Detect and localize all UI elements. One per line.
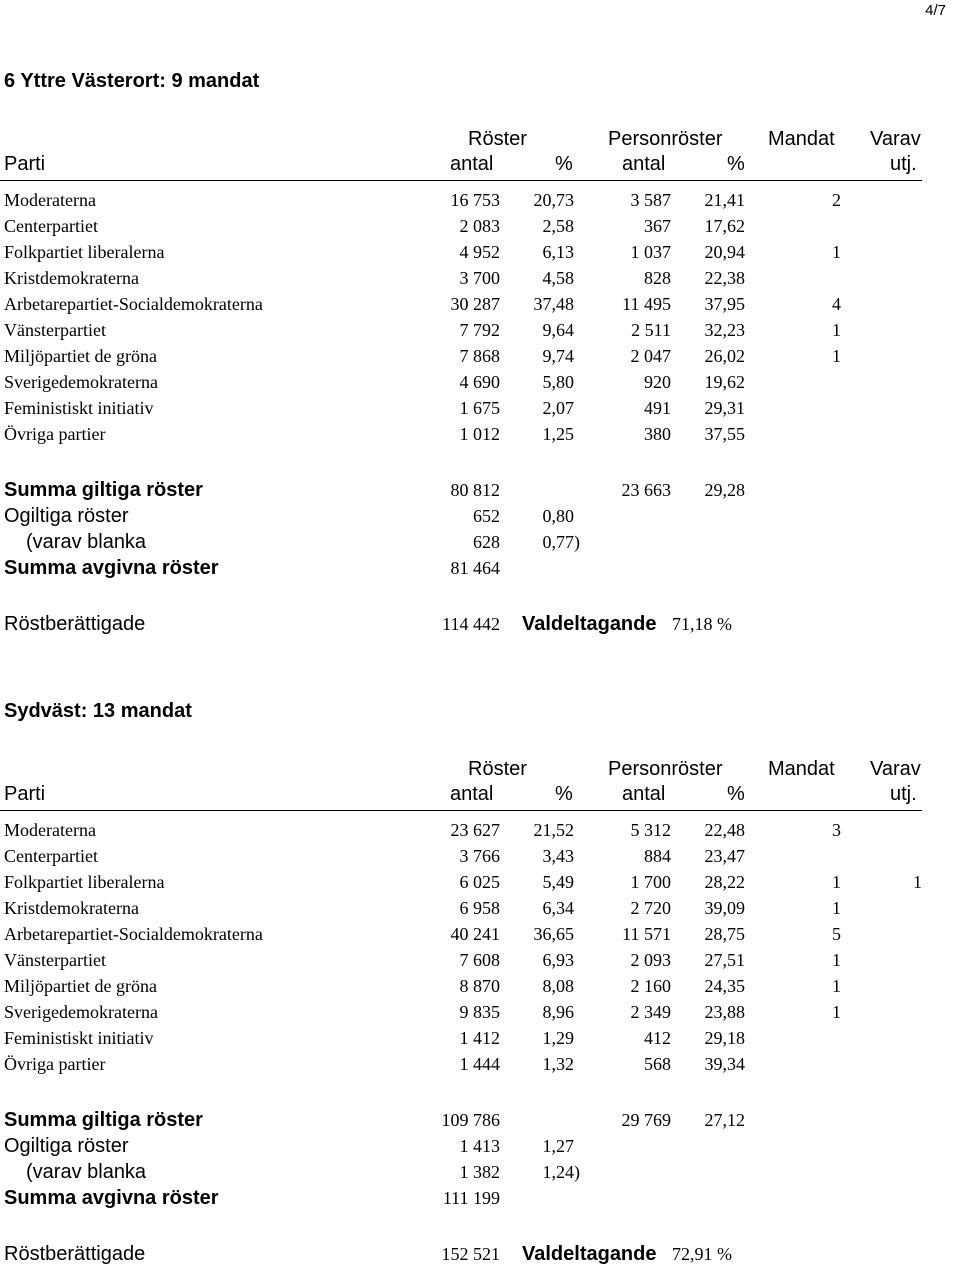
party-name: Moderaterna: [4, 820, 96, 840]
summary-valid-votes-label: Summa giltiga röster: [4, 1109, 203, 1131]
seats: 1: [832, 950, 841, 970]
eligible-voters-row: [0, 1241, 960, 1267]
summary-blank-votes-label: (varav blanka: [26, 531, 147, 553]
personal-votes-percent: 23,47: [704, 846, 745, 866]
summary-blank-votes-count: 628: [473, 532, 500, 552]
summary-blank-votes-row: [0, 529, 960, 555]
personal-votes-percent: 24,35: [704, 976, 745, 996]
personal-votes-count: 2 047: [630, 346, 671, 366]
votes-percent: 5,49: [542, 872, 574, 892]
personal-votes-percent: 23,88: [704, 1002, 745, 1022]
table-row: [0, 921, 960, 947]
header-mandat: Mandat: [768, 128, 835, 150]
votes-percent: 21,52: [533, 820, 574, 840]
personal-votes-percent: 20,94: [704, 242, 745, 262]
table-row: [0, 187, 960, 213]
personal-votes-percent: 39,34: [704, 1054, 745, 1074]
personal-votes-percent: 37,95: [704, 294, 745, 314]
table-row: [0, 265, 960, 291]
summary-valid-votes-label: Summa giltiga röster: [4, 479, 203, 501]
summary-blank-votes-percent: 0,77): [542, 532, 580, 552]
votes-count: 1 675: [459, 398, 500, 418]
table-row: [0, 817, 960, 843]
party-name: Miljöpartiet de gröna: [4, 976, 157, 996]
votes-count: 1 444: [459, 1054, 500, 1074]
header-parti: Parti: [4, 153, 46, 175]
header-varav: Varav: [870, 758, 921, 780]
personal-votes-percent: 22,38: [704, 268, 745, 288]
personal-votes-percent: 26,02: [704, 346, 745, 366]
party-name: Vänsterpartiet: [4, 320, 106, 340]
party-name: Sverigedemokraterna: [4, 372, 158, 392]
party-name: Övriga partier: [4, 424, 106, 444]
table-row: [0, 291, 960, 317]
personal-votes-percent: 39,09: [704, 898, 745, 918]
header-rule: [0, 180, 922, 181]
personal-votes-count: 828: [644, 268, 671, 288]
turnout-value: 71,18 %: [672, 614, 732, 634]
votes-count: 9 835: [459, 1002, 500, 1022]
eligible-voters-row: [0, 611, 960, 637]
party-name: Folkpartiet liberalerna: [4, 242, 165, 262]
personal-votes-count: 884: [644, 846, 671, 866]
votes-count: 7 792: [459, 320, 500, 340]
table-row: [0, 317, 960, 343]
votes-percent: 37,48: [533, 294, 574, 314]
personal-votes-percent: 28,22: [704, 872, 745, 892]
votes-percent: 4,58: [542, 268, 574, 288]
header-utj: utj.: [890, 783, 917, 805]
header-roster: Röster: [468, 758, 527, 780]
votes-count: 6 958: [459, 898, 500, 918]
header-roster: Röster: [468, 128, 527, 150]
summary-blank-votes-percent: 1,24): [542, 1162, 580, 1182]
seats: 1: [832, 1002, 841, 1022]
party-name: Folkpartiet liberalerna: [4, 872, 165, 892]
personal-votes-percent: 28,75: [704, 924, 745, 944]
votes-percent: 1,29: [542, 1028, 574, 1048]
party-name: Miljöpartiet de gröna: [4, 346, 157, 366]
personal-votes-count: 568: [644, 1054, 671, 1074]
votes-count: 1 412: [459, 1028, 500, 1048]
header-personroster: Personröster: [608, 128, 723, 150]
summary-cast-votes-label: Summa avgivna röster: [4, 1187, 219, 1209]
personal-votes-count: 920: [644, 372, 671, 392]
summary-personal-votes-count: 29 769: [621, 1110, 671, 1130]
summary-personal-votes-count: 23 663: [621, 480, 671, 500]
votes-percent: 2,58: [542, 216, 574, 236]
summary-cast-votes-row: [0, 555, 960, 581]
personal-votes-count: 380: [644, 424, 671, 444]
header-antal: antal: [450, 153, 494, 175]
party-name: Kristdemokraterna: [4, 268, 139, 288]
eligible-voters-count: 114 442: [442, 614, 500, 634]
votes-percent: 36,65: [533, 924, 574, 944]
votes-count: 4 690: [459, 372, 500, 392]
header-pantal: antal: [622, 153, 666, 175]
table-row: [0, 895, 960, 921]
summary-cast-votes-count: 111 199: [442, 1188, 500, 1208]
party-name: Centerpartiet: [4, 216, 98, 236]
table-row: [0, 973, 960, 999]
votes-count: 6 025: [459, 872, 500, 892]
personal-votes-count: 2 093: [630, 950, 671, 970]
seats: 1: [832, 872, 841, 892]
eligible-voters-label: Röstberättigade: [4, 1243, 146, 1265]
table-row: [0, 395, 960, 421]
personal-votes-count: 491: [644, 398, 671, 418]
table-row: [0, 1051, 960, 1077]
votes-count: 7 868: [459, 346, 500, 366]
personal-votes-percent: 22,48: [704, 820, 745, 840]
summary-cast-votes-count: 81 464: [450, 558, 500, 578]
personal-votes-percent: 19,62: [704, 372, 745, 392]
turnout-label: Valdeltagande: [522, 1243, 657, 1265]
votes-count: 1 012: [459, 424, 500, 444]
personal-votes-count: 5 312: [630, 820, 671, 840]
summary-valid-votes-count: 80 812: [450, 480, 500, 500]
header-parti: Parti: [4, 783, 46, 805]
table-row: [0, 947, 960, 973]
personal-votes-count: 3 587: [630, 190, 671, 210]
votes-count: 23 627: [450, 820, 500, 840]
votes-count: 8 870: [459, 976, 500, 996]
summary-invalid-votes-row: [0, 1133, 960, 1159]
header-antal: antal: [450, 783, 494, 805]
votes-percent: 20,73: [533, 190, 574, 210]
personal-votes-percent: 21,41: [704, 190, 745, 210]
personal-votes-count: 2 349: [630, 1002, 671, 1022]
summary-valid-votes-row: [0, 1107, 960, 1133]
summary-personal-votes-percent: 29,28: [704, 480, 745, 500]
summary-blank-votes-row: [0, 1159, 960, 1185]
personal-votes-percent: 27,51: [704, 950, 745, 970]
personal-votes-count: 1 700: [630, 872, 671, 892]
eligible-voters-label: Röstberättigade: [4, 613, 146, 635]
summary-invalid-votes-label: Ogiltiga röster: [4, 505, 129, 527]
votes-percent: 8,08: [542, 976, 574, 996]
table-row: [0, 843, 960, 869]
votes-count: 4 952: [459, 242, 500, 262]
header-personroster: Personröster: [608, 758, 723, 780]
votes-percent: 6,34: [542, 898, 574, 918]
personal-votes-count: 11 495: [622, 294, 671, 314]
votes-count: 30 287: [450, 294, 500, 314]
header-pantal: antal: [622, 783, 666, 805]
table-row: [0, 213, 960, 239]
summary-invalid-votes-label: Ogiltiga röster: [4, 1135, 129, 1157]
votes-percent: 5,80: [542, 372, 574, 392]
turnout-value: 72,91 %: [672, 1244, 732, 1264]
personal-votes-count: 1 037: [630, 242, 671, 262]
summary-blank-votes-label: (varav blanka: [26, 1161, 147, 1183]
summary-cast-votes-row: [0, 1185, 960, 1211]
votes-percent: 6,93: [542, 950, 574, 970]
header-rule: [0, 810, 922, 811]
seats: 2: [832, 190, 841, 210]
seats: 3: [832, 820, 841, 840]
summary-cast-votes-label: Summa avgivna röster: [4, 557, 219, 579]
header-ppct: %: [727, 153, 745, 175]
seats: 1: [832, 898, 841, 918]
votes-count: 7 608: [459, 950, 500, 970]
votes-count: 2 083: [459, 216, 500, 236]
votes-percent: 6,13: [542, 242, 574, 262]
personal-votes-count: 412: [644, 1028, 671, 1048]
table-row: [0, 369, 960, 395]
summary-invalid-votes-percent: 0,80: [542, 506, 574, 526]
seats: 4: [832, 294, 841, 314]
personal-votes-percent: 29,31: [704, 398, 745, 418]
summary-invalid-votes-row: [0, 503, 960, 529]
votes-percent: 9,74: [542, 346, 574, 366]
section-title: Sydväst: 13 mandat: [4, 700, 192, 722]
party-name: Centerpartiet: [4, 846, 98, 866]
seats: 1: [832, 242, 841, 262]
party-name: Moderaterna: [4, 190, 96, 210]
summary-blank-votes-count: 1 382: [459, 1162, 500, 1182]
summary-invalid-votes-count: 652: [473, 506, 500, 526]
table-row: [0, 869, 960, 895]
personal-votes-percent: 37,55: [704, 424, 745, 444]
personal-votes-percent: 17,62: [704, 216, 745, 236]
summary-personal-votes-percent: 27,12: [704, 1110, 745, 1130]
votes-count: 16 753: [450, 190, 500, 210]
seats: 1: [832, 320, 841, 340]
page-number: 4/7: [925, 2, 946, 19]
votes-percent: 2,07: [542, 398, 574, 418]
header-ppct: %: [727, 783, 745, 805]
personal-votes-count: 2 720: [630, 898, 671, 918]
seats: 1: [832, 976, 841, 996]
party-name: Feministiskt initiativ: [4, 1028, 154, 1048]
table-row: [0, 343, 960, 369]
seats: 5: [832, 924, 841, 944]
table-row: [0, 239, 960, 265]
party-name: Arbetarepartiet-Socialdemokraterna: [4, 294, 263, 314]
eligible-voters-count: 152 521: [441, 1244, 500, 1264]
party-name: Kristdemokraterna: [4, 898, 139, 918]
personal-votes-count: 11 571: [622, 924, 671, 944]
personal-votes-count: 2 511: [631, 320, 671, 340]
votes-percent: 3,43: [542, 846, 574, 866]
summary-invalid-votes-percent: 1,27: [542, 1136, 574, 1156]
party-name: Sverigedemokraterna: [4, 1002, 158, 1022]
personal-votes-percent: 32,23: [704, 320, 745, 340]
header-mandat: Mandat: [768, 758, 835, 780]
table-row: [0, 999, 960, 1025]
summary-valid-votes-count: 109 786: [441, 1110, 500, 1130]
summary-invalid-votes-count: 1 413: [459, 1136, 500, 1156]
header-varav: Varav: [870, 128, 921, 150]
party-name: Vänsterpartiet: [4, 950, 106, 970]
summary-valid-votes-row: [0, 477, 960, 503]
personal-votes-count: 367: [644, 216, 671, 236]
votes-percent: 1,32: [542, 1054, 574, 1074]
personal-votes-percent: 29,18: [704, 1028, 745, 1048]
header-pct: %: [555, 783, 573, 805]
votes-count: 3 766: [459, 846, 500, 866]
turnout-label: Valdeltagande: [522, 613, 657, 635]
votes-count: 3 700: [459, 268, 500, 288]
votes-percent: 1,25: [542, 424, 574, 444]
party-name: Feministiskt initiativ: [4, 398, 154, 418]
personal-votes-count: 2 160: [630, 976, 671, 996]
section-title: 6 Yttre Västerort: 9 mandat: [4, 70, 260, 92]
header-pct: %: [555, 153, 573, 175]
seats: 1: [832, 346, 841, 366]
party-name: Övriga partier: [4, 1054, 106, 1074]
votes-count: 40 241: [450, 924, 500, 944]
table-row: [0, 1025, 960, 1051]
header-utj: utj.: [890, 153, 917, 175]
adjustment-seats: 1: [913, 872, 922, 892]
votes-percent: 9,64: [542, 320, 574, 340]
party-name: Arbetarepartiet-Socialdemokraterna: [4, 924, 263, 944]
votes-percent: 8,96: [542, 1002, 574, 1022]
table-row: [0, 421, 960, 447]
